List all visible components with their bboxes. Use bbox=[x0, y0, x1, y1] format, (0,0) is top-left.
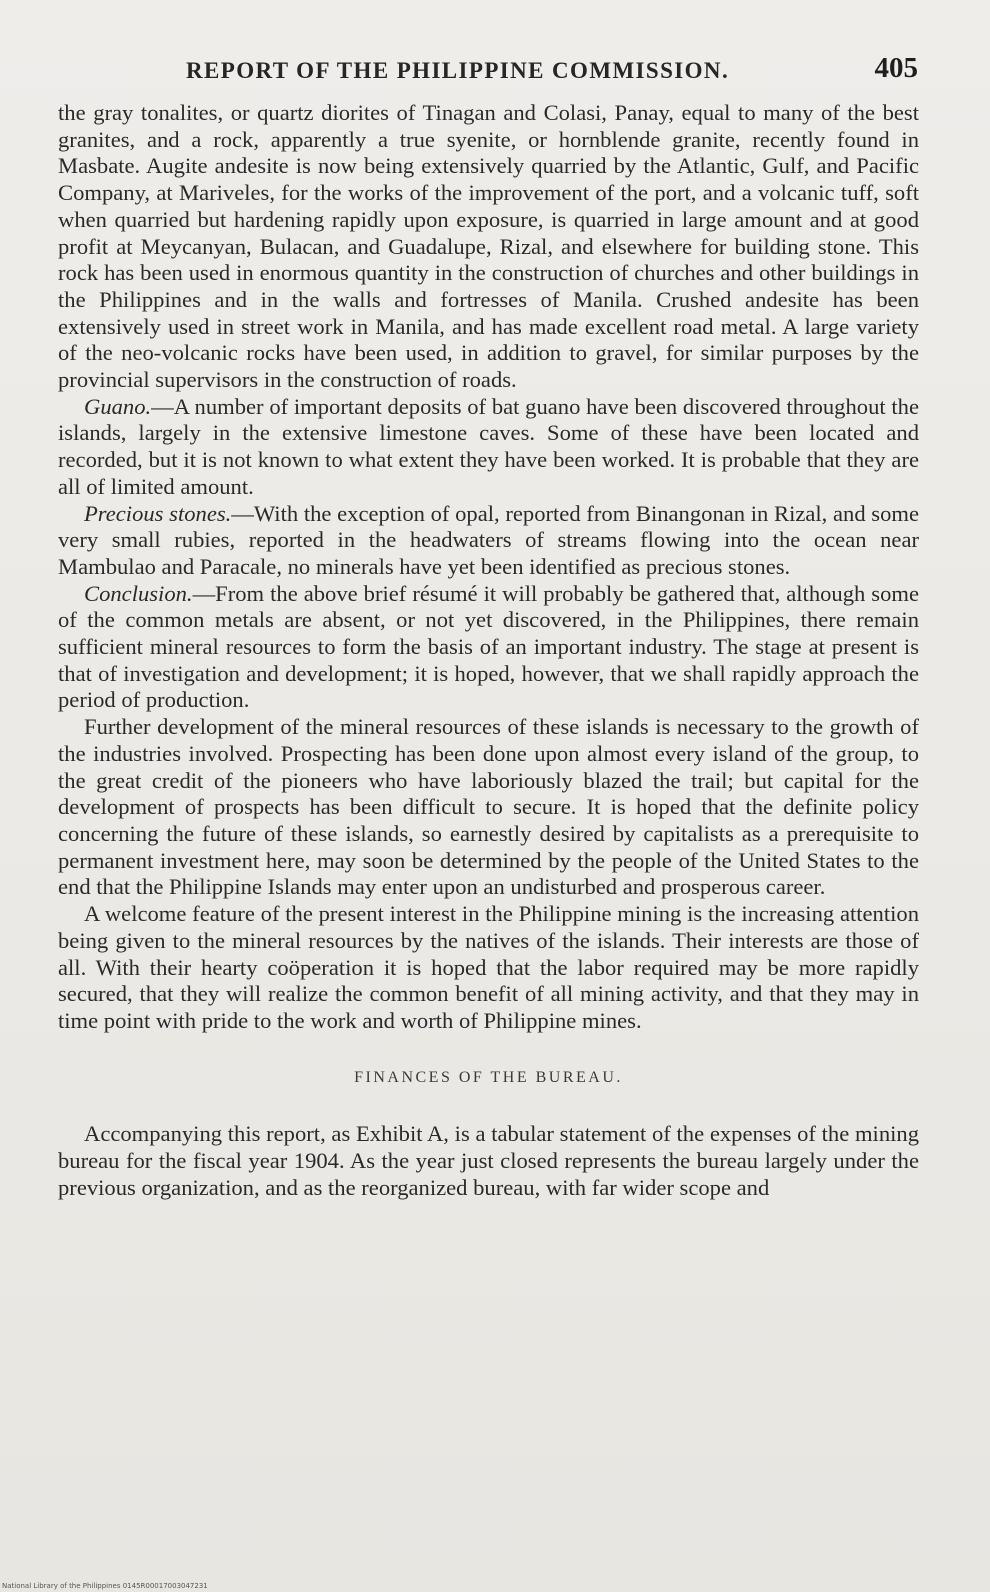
paragraph-text: A welcome feature of the present interest in the Philippine mining is the increasing attention being given to the mineral resources by the natives of the islands. Their interests are those of all. With their hearty coöperation it is hoped that the labor required may be more rapidly secured, that they will realize the common benefit of all mining activity, and that they may in time point with pride to the work and worth of Philippine mines. bbox=[58, 901, 919, 1033]
page-title: REPORT OF THE PHILIPPINE COMMISSION. bbox=[186, 58, 730, 83]
paragraph-lead: Guano. bbox=[84, 393, 152, 419]
paragraph-text: —With the exception of opal, reported from Binangonan in Rizal, and some very small rubies, reported in the headwaters of streams flowing into the ocean near Mambulao and Paracale, no minerals have yet been identified as precious stones. bbox=[58, 500, 920, 579]
paragraph-precious-stones bbox=[58, 501, 919, 581]
paragraph-conclusion bbox=[58, 581, 919, 715]
section-heading: FINANCES OF THE BUREAU. bbox=[354, 1068, 623, 1086]
paragraph-finances bbox=[58, 1121, 919, 1201]
paragraph-text: —A number of important deposits of bat guano have been discovered throughout the islands, largely in the extensive limestone caves. Some of these have been located and recorded, but it is not known to what extent they have been worked. It is probable that they are all of limited amount. bbox=[58, 393, 919, 499]
paragraph-further-development bbox=[58, 714, 919, 901]
paragraph-welcome-feature bbox=[58, 901, 919, 1035]
paragraph-text: Accompanying this report, as Exhibit A, is a tabular statement of the expenses of the mining bureau for the fiscal year 1904. As the year just closed represents the bureau largely under the previous organization, and as the reorganized bureau, with far wider scope and bbox=[58, 1121, 919, 1200]
paragraph-text: Further development of the mineral resources of these islands is necessary to the growth of the industries involved. Prospecting has been done upon almost every island of the group, to the great credit of the pioneers who have laboriously blazed the trail; but capital for the development of prospects has been difficult to secure. It is hoped that the definite policy concerning the future of these islands, so earnestly desired by capitalists as a prerequisite to permanent investment here, may soon be determined by the people of the United States to the end that the Philippine Islands may enter upon an undisturbed and prosperous career. bbox=[58, 714, 919, 900]
running-head bbox=[58, 52, 918, 92]
paragraph-lead: Precious stones. bbox=[84, 500, 232, 526]
footer-credit: National Library of the Philippines 0145R00017003047231 bbox=[2, 1582, 208, 1590]
body-text bbox=[58, 100, 919, 1201]
paragraph-guano bbox=[58, 394, 919, 501]
page-number: 405 bbox=[874, 52, 918, 84]
paragraph-lead: Conclusion. bbox=[84, 580, 193, 606]
paragraph-text: the gray tonalites, or quartz diorites of Tinagan and Colasi, Panay, equal to many of the best granites, and a rock, apparently a true syenite, or hornblende granite, recently found in Masbate. Augite andesite is now being extensively quarried by the Atlantic, Gulf, and Pacific Company, at Mariveles, for the works of the improvement of the port, and a volcanic tuff, soft when quarried but hardening rapidly upon exposure, is quarried in large amount and at good profit at Meycanyan, Bulacan, and Guadalupe, Rizal, and elsewhere for building stone. This rock has been used in enormous quantity in the construction of churches and other buildings in the Philippines and in the walls and fortresses of Manila. Crushed andesite has been extensively used in street work in Manila, and has made excellent road metal. A large variety of the neo-volcanic rocks have been used, in addition to gravel, for similar purposes by the provincial supervisors in the construction of roads. bbox=[58, 100, 919, 393]
paragraph-stone bbox=[58, 100, 919, 394]
paragraph-text: —From the above brief résumé it will probably be gathered that, although some of the common metals are absent, or not yet discovered, in the Philippines, there remain sufficient mineral resources to form the basis of an important industry. The stage at present is that of investigation and development; it is hoped, however, that we shall rapidly approach the period of production. bbox=[58, 580, 919, 713]
